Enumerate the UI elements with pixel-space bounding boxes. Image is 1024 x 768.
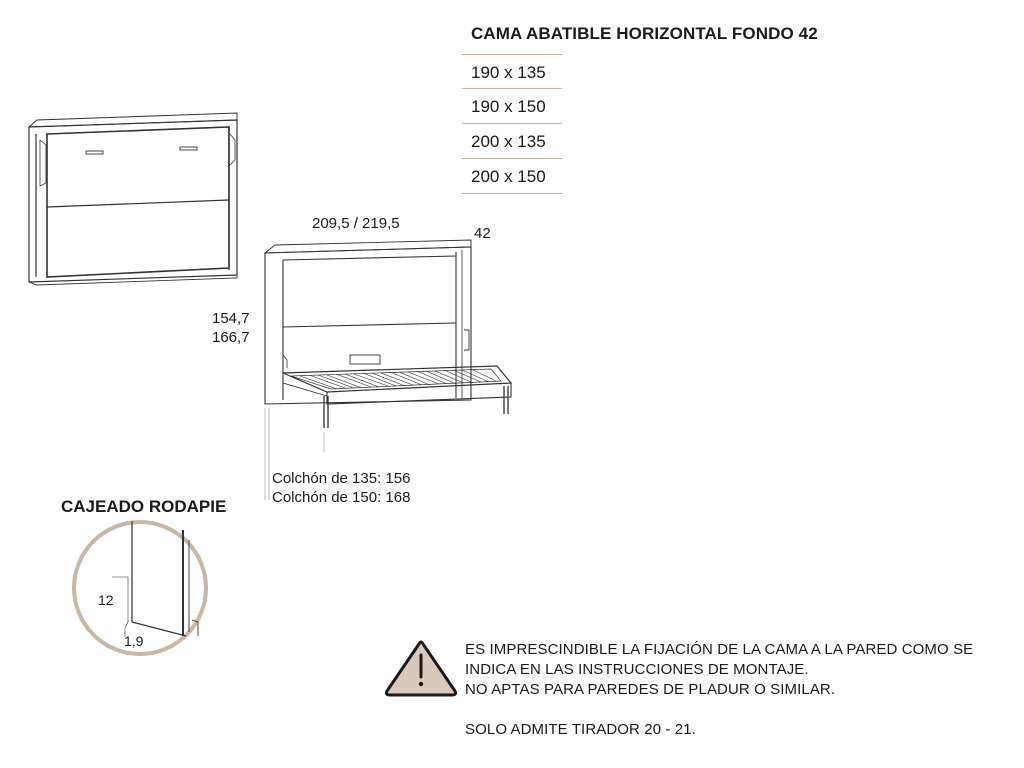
size-item: 190 x 135 bbox=[462, 54, 562, 89]
detail-thickness-value: 1,9 bbox=[124, 633, 144, 649]
warning-line: NO APTAS PARA PAREDES DE PLADUR O SIMILAR. bbox=[465, 681, 836, 698]
size-item: 200 x 150 bbox=[462, 159, 562, 194]
width-dimension: 209,5 / 219,5 bbox=[312, 215, 400, 232]
warning-line: ES IMPRESCINDIBLE LA FIJACIÓN DE LA CAMA A LA PARED COMO SE bbox=[465, 641, 974, 658]
open-bed-drawing bbox=[265, 240, 511, 500]
size-item: 190 x 150 bbox=[462, 89, 562, 124]
product-title: CAMA ABATIBLE HORIZONTAL FONDO 42 bbox=[471, 24, 818, 43]
warning-notice bbox=[465, 640, 973, 740]
detail-height-value: 12 bbox=[98, 592, 114, 608]
size-list bbox=[462, 54, 562, 194]
height-dimension-1: 154,7 bbox=[212, 310, 250, 327]
mattress-135-dimension: Colchón de 135: 156 bbox=[272, 470, 411, 487]
warning-triangle-icon bbox=[386, 642, 455, 695]
mattress-150-dimension: Colchón de 150: 168 bbox=[272, 489, 411, 506]
height-dimension-2: 166,7 bbox=[212, 329, 250, 346]
closed-bed-drawing bbox=[29, 113, 237, 285]
size-item: 200 x 135 bbox=[462, 124, 562, 159]
handle-note: SOLO ADMITE TIRADOR 20 - 21. bbox=[465, 721, 696, 738]
detail-title: CAJEADO RODAPIE bbox=[61, 497, 227, 516]
depth-dimension: 42 bbox=[474, 225, 491, 242]
warning-line: INDICA EN LAS INSTRUCCIONES DE MONTAJE. bbox=[465, 661, 809, 678]
